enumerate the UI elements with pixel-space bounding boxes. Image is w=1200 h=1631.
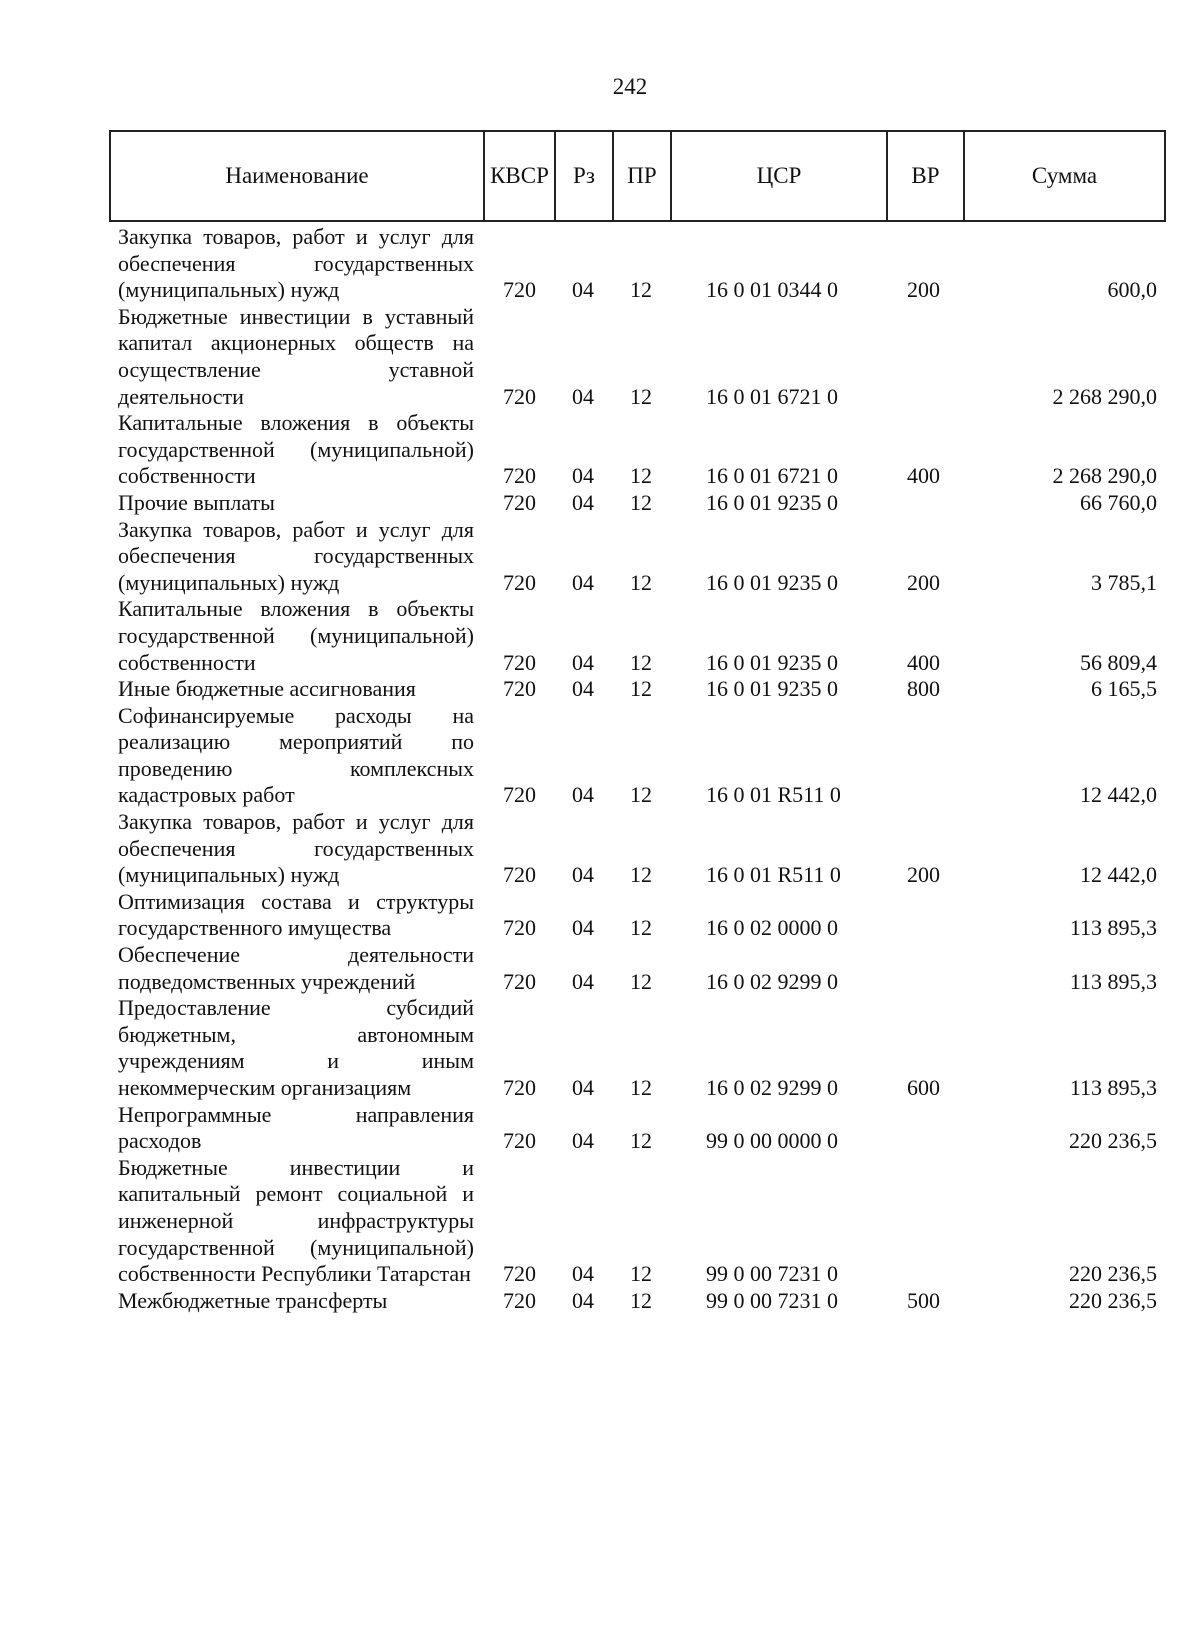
cell-csr: 16 0 01 6721 0 [706,463,838,489]
cell-rz: 04 [572,383,594,409]
cell-sum: 220 236,5 [1069,1287,1157,1313]
cell-pr: 12 [630,862,652,888]
cell-sum: 113 895,3 [1069,968,1157,994]
table-row [0,517,1200,597]
cell-rz: 04 [572,277,594,303]
cell-sum: 3 785,1 [1091,569,1157,595]
cell-name: Закупка товаров, работ и услуг для обеспечения государственных (муниципальных) нужд [118,809,474,888]
cell-pr: 12 [630,1128,652,1154]
cell-csr: 16 0 02 0000 0 [706,915,838,941]
header-rz: Рз [556,132,614,220]
cell-vr: 200 [907,862,940,888]
cell-sum: 600,0 [1107,277,1157,303]
cell-rz: 04 [572,463,594,489]
cell-kvsr: 720 [503,1287,536,1313]
cell-sum: 12 442,0 [1080,862,1157,888]
cell-name: Иные бюджетные ассигнования [118,676,416,702]
header-name: Наименование [111,132,485,220]
cell-csr: 99 0 00 0000 0 [706,1128,838,1154]
cell-csr: 99 0 00 7231 0 [706,1287,838,1313]
cell-pr: 12 [630,489,652,515]
cell-name: Бюджетные инвестиции и капитальный ремонт социальной и инженерной инфраструктуры государственной (муниципальной) собственности Республики Татарстан [118,1154,474,1287]
cell-pr: 12 [630,1075,652,1100]
cell-csr: 16 0 01 0344 0 [706,277,838,303]
header-sum: Сумма [1031,163,1098,188]
header-kvsr: КВСР [485,132,556,220]
cell-name: Предоставление субсидий бюджетным, автономным учреждениям и иным некоммерческим организациям [118,995,474,1100]
table-row [0,995,1200,1101]
cell-kvsr: 720 [503,862,536,888]
cell-pr: 12 [630,383,652,409]
cell-pr: 12 [630,968,652,994]
cell-rz: 04 [572,968,594,994]
cell-csr: 16 0 02 9299 0 [706,968,838,994]
cell-kvsr: 720 [503,968,536,994]
cell-vr: 400 [907,649,940,675]
cell-vr: 400 [907,463,940,489]
cell-rz: 04 [572,569,594,595]
cell-sum: 220 236,5 [1069,1128,1157,1154]
cell-kvsr: 720 [503,676,536,702]
cell-rz: 04 [572,1075,594,1100]
cell-kvsr: 720 [503,569,536,595]
cell-vr: 200 [907,569,940,595]
cell-name: Софинансируемые расходы на реализацию мероприятий по проведению комплексных кадастровых работ [118,702,474,808]
cell-pr: 12 [630,1261,652,1287]
cell-sum: 66 760,0 [1080,489,1157,515]
cell-rz: 04 [572,489,594,515]
page-number: 242 [612,74,648,99]
cell-rz: 04 [572,676,594,702]
cell-vr: 600 [907,1075,940,1100]
table-row [0,1288,1200,1315]
cell-name: Закупка товаров, работ и услуг для обеспечения государственных (муниципальных) нужд [118,516,474,595]
cell-pr: 12 [630,569,652,595]
cell-csr: 16 0 01 R511 0 [706,782,841,808]
cell-sum: 2 268 290,0 [1052,383,1157,409]
cell-csr: 16 0 01 9235 0 [706,676,838,702]
table-row [0,942,1200,995]
cell-kvsr: 720 [503,649,536,675]
cell-sum: 113 895,3 [1069,1075,1157,1100]
cell-name: Непрограммные направления расходов [118,1101,474,1154]
cell-rz: 04 [572,1287,594,1313]
cell-sum: 220 236,5 [1069,1261,1157,1287]
cell-kvsr: 720 [503,277,536,303]
cell-sum: 6 165,5 [1091,676,1157,702]
cell-pr: 12 [630,915,652,941]
table-row [0,490,1200,517]
cell-csr: 16 0 01 9235 0 [706,489,838,515]
cell-rz: 04 [572,915,594,941]
cell-kvsr: 720 [503,489,536,515]
cell-name: Межбюджетные трансферты [118,1287,388,1313]
table-row [0,304,1200,410]
table-row [0,809,1200,889]
cell-kvsr: 720 [503,383,536,409]
cell-rz: 04 [572,1128,594,1154]
table-row [0,410,1200,490]
cell-sum: 56 809,4 [1080,649,1157,675]
table-row [0,224,1200,304]
table-row [0,1102,1200,1155]
cell-name: Оптимизация состава и структуры государственного имущества [118,888,474,941]
cell-csr: 16 0 01 6721 0 [706,383,838,409]
cell-pr: 12 [630,649,652,675]
cell-vr: 200 [907,277,940,303]
cell-rz: 04 [572,782,594,808]
cell-name: Бюджетные инвестиции в уставный капитал акционерных обществ на осуществление уставной деятельности [118,303,474,409]
table-header [109,130,1166,222]
table-row [0,889,1200,942]
table-row [0,1155,1200,1288]
header-csr: ЦСР [672,132,888,220]
cell-vr: 500 [907,1287,940,1313]
cell-name: Обеспечение деятельности подведомственных учреждений [118,942,474,994]
cell-kvsr: 720 [503,463,536,489]
cell-name: Капитальные вложения в объекты государственной (муниципальной) собственности [118,410,474,489]
cell-pr: 12 [630,676,652,702]
cell-rz: 04 [572,649,594,675]
cell-name: Закупка товаров, работ и услуг для обеспечения государственных (муниципальных) нужд [118,224,474,303]
cell-kvsr: 720 [503,782,536,808]
header-vr: ВР [888,132,965,220]
cell-csr: 16 0 01 9235 0 [706,649,838,675]
cell-pr: 12 [630,1287,652,1313]
cell-kvsr: 720 [503,1075,536,1100]
cell-kvsr: 720 [503,1261,536,1287]
cell-csr: 16 0 01 R511 0 [706,862,841,888]
cell-name: Капитальные вложения в объекты государственной (муниципальной) собственности [118,596,474,675]
cell-rz: 04 [572,862,594,888]
cell-rz: 04 [572,1261,594,1287]
table-row [0,703,1200,809]
cell-pr: 12 [630,782,652,808]
cell-csr: 16 0 02 9299 0 [706,1075,838,1100]
table-row [0,676,1200,703]
header-pr: ПР [614,132,672,220]
cell-sum: 2 268 290,0 [1052,463,1157,489]
cell-pr: 12 [630,463,652,489]
cell-csr: 99 0 00 7231 0 [706,1261,838,1287]
table-body [0,224,1200,1314]
cell-sum: 12 442,0 [1080,782,1157,808]
cell-kvsr: 720 [503,1128,536,1154]
cell-kvsr: 720 [503,915,536,941]
cell-vr: 800 [907,676,940,702]
cell-csr: 16 0 01 9235 0 [706,569,838,595]
table-row [0,596,1200,676]
cell-pr: 12 [630,277,652,303]
cell-sum: 113 895,3 [1069,915,1157,941]
cell-name: Прочие выплаты [118,489,275,515]
